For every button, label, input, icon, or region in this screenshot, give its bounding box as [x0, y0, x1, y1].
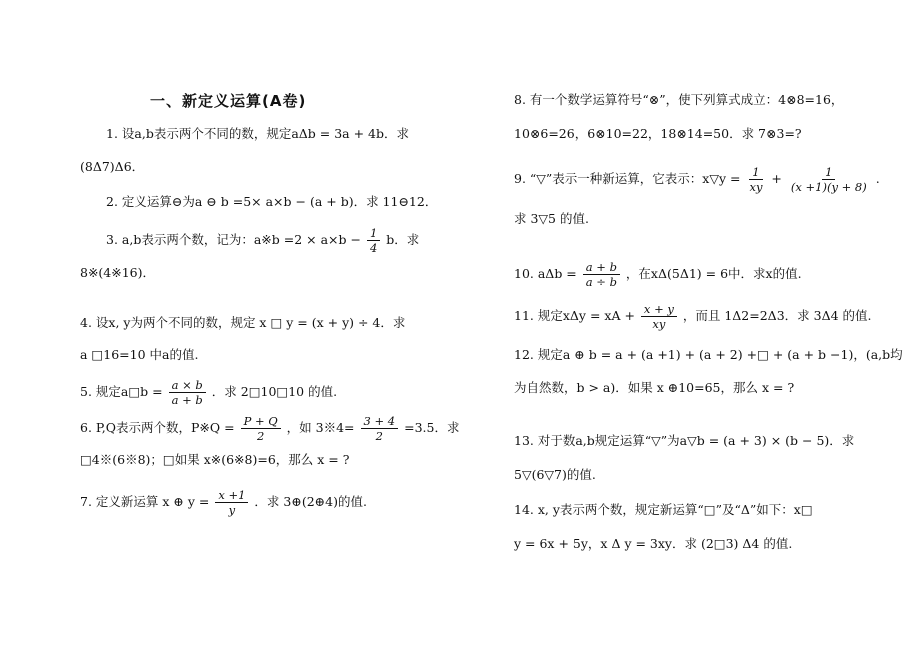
problem-10	[514, 260, 802, 289]
problem-12-line-2: 为自然数，b > a)．如果 x ⊕10=65，那么 x = ?	[514, 380, 795, 395]
problem-6-fraction-1	[241, 414, 281, 443]
problem-3-text-pre: 3. a,b表示两个数，记为：a※b =2 × a×b −	[106, 232, 361, 247]
problem-5-text-post: ．求 2□10□10 的值.	[211, 384, 338, 399]
problem-6-numerator-1: P + Q	[241, 414, 281, 429]
problem-1-line-2: (8Δ7)Δ6．	[80, 159, 145, 174]
problem-6-text-pre: 6. P,Q表示两个数，P※Q =	[80, 420, 235, 435]
problem-6-fraction-2	[361, 414, 399, 443]
problem-8-line-2: 10⊗6=26，6⊗10=22，18⊗14=50．求 7⊗3=?	[514, 126, 802, 141]
problem-6-denominator-2: 2	[375, 429, 383, 443]
problem-5-numerator: a × b	[169, 378, 206, 393]
problem-10-denominator: a ÷ b	[585, 275, 617, 289]
problem-4-line-1: 4. 设x, y为两个不同的数，规定 x □ y = (x + y) ÷ 4．求	[80, 315, 406, 330]
problem-9-fraction-2	[788, 165, 870, 194]
problem-11-fraction	[641, 302, 677, 331]
problem-11-text-pre: 11. 规定xΔy = xA +	[514, 308, 635, 323]
problem-1-line-1: 1. 设a,b表示两个不同的数，规定aΔb = 3a + 4b．求	[106, 126, 410, 141]
problem-2: 2. 定义运算⊖为a ⊖ b =5× a×b − (a + b)．求 11⊖12．	[106, 194, 438, 209]
problem-9-numerator-2: 1	[822, 165, 835, 180]
problem-11-numerator: x + y	[641, 302, 677, 317]
problem-3-fraction	[367, 226, 380, 255]
problem-9-line-2: 求 3▽5 的值.	[514, 211, 589, 226]
problem-3-text-post: b．求	[386, 232, 420, 247]
problem-10-text-pre: 10. aΔb =	[514, 266, 577, 281]
problem-13-line-2: 5▽(6▽7)的值.	[514, 467, 596, 482]
problem-7-text-pre: 7. 定义新运算 x ⊕ y =	[80, 494, 210, 509]
problem-7-text-post: ．求 3⊕(2⊕4)的值.	[254, 494, 367, 509]
problem-7-fraction	[215, 488, 248, 517]
problem-13-line-1: 13. 对于数a,b规定运算“▽”为a▽b = (a + 3) × (b − 5)．求	[514, 433, 855, 448]
page-title: 一、新定义运算(A卷)	[150, 92, 307, 110]
problem-3-line-2: 8※(4※16)．	[80, 265, 156, 280]
problem-10-text-post: ，在xΔ(5Δ1) = 6中．求x的值.	[625, 266, 802, 281]
problem-14-line-1: 14. x, y表示两个数，规定新运算“□”及“Δ”如下：x□	[514, 502, 813, 517]
problem-5-text-pre: 5. 规定a□b =	[80, 384, 163, 399]
problem-9-denominator-1: xy	[749, 180, 763, 194]
problem-9-denominator-2: (x +1)(y + 8)	[790, 180, 867, 194]
problem-5	[80, 378, 337, 407]
problem-11-text-post: ，而且 1Δ2=2Δ3．求 3Δ4 的值.	[682, 308, 872, 323]
problem-9-fraction-1	[746, 165, 765, 194]
problem-6-line-2: □4※(6※8)；□如果 x※(6※8)=6，那么 x = ?	[80, 452, 350, 467]
problem-8-line-1: 8. 有一个数学运算符号“⊗”，使下列算式成立：4⊗8=16，	[514, 92, 844, 107]
problem-6-line-1	[80, 414, 459, 443]
problem-9-text-mid: +	[771, 171, 782, 186]
problem-3-line-1	[106, 226, 419, 255]
problem-7-numerator: x +1	[215, 488, 248, 503]
problem-6-numerator-2: 3 + 4	[361, 414, 399, 429]
problem-6-text-post: =3.5．求	[404, 420, 460, 435]
problem-9-text-pre: 9. “▽”表示一种新运算，它表示：x▽y =	[514, 171, 741, 186]
problem-3-denominator: 4	[369, 241, 378, 255]
problem-9-numerator-1: 1	[749, 165, 762, 180]
problem-12-line-1: 12. 规定a ⊕ b = a + (a +1) + (a + 2) +□ + (a + b −1)，(a,b均	[514, 347, 903, 362]
problem-7	[80, 488, 367, 517]
problem-11-denominator: xy	[652, 317, 666, 331]
problem-9-line-1	[514, 165, 880, 194]
problem-14-line-2: y = 6x + 5y，x Δ y = 3xy．求 (2□3) Δ4 的值.	[514, 536, 793, 551]
problem-5-denominator: a + b	[171, 393, 203, 407]
problem-10-numerator: a + b	[583, 260, 620, 275]
problem-6-text-mid: ，如 3※4=	[286, 420, 355, 435]
problem-10-fraction	[583, 260, 620, 289]
problem-11	[514, 302, 872, 331]
problem-3-numerator: 1	[367, 226, 380, 241]
problem-4-line-2: a □16=10 中a的值.	[80, 347, 199, 362]
problem-6-denominator-1: 2	[256, 429, 265, 443]
problem-5-fraction	[169, 378, 206, 407]
problem-7-denominator: y	[228, 503, 236, 517]
problem-9-text-post: .	[875, 171, 880, 186]
